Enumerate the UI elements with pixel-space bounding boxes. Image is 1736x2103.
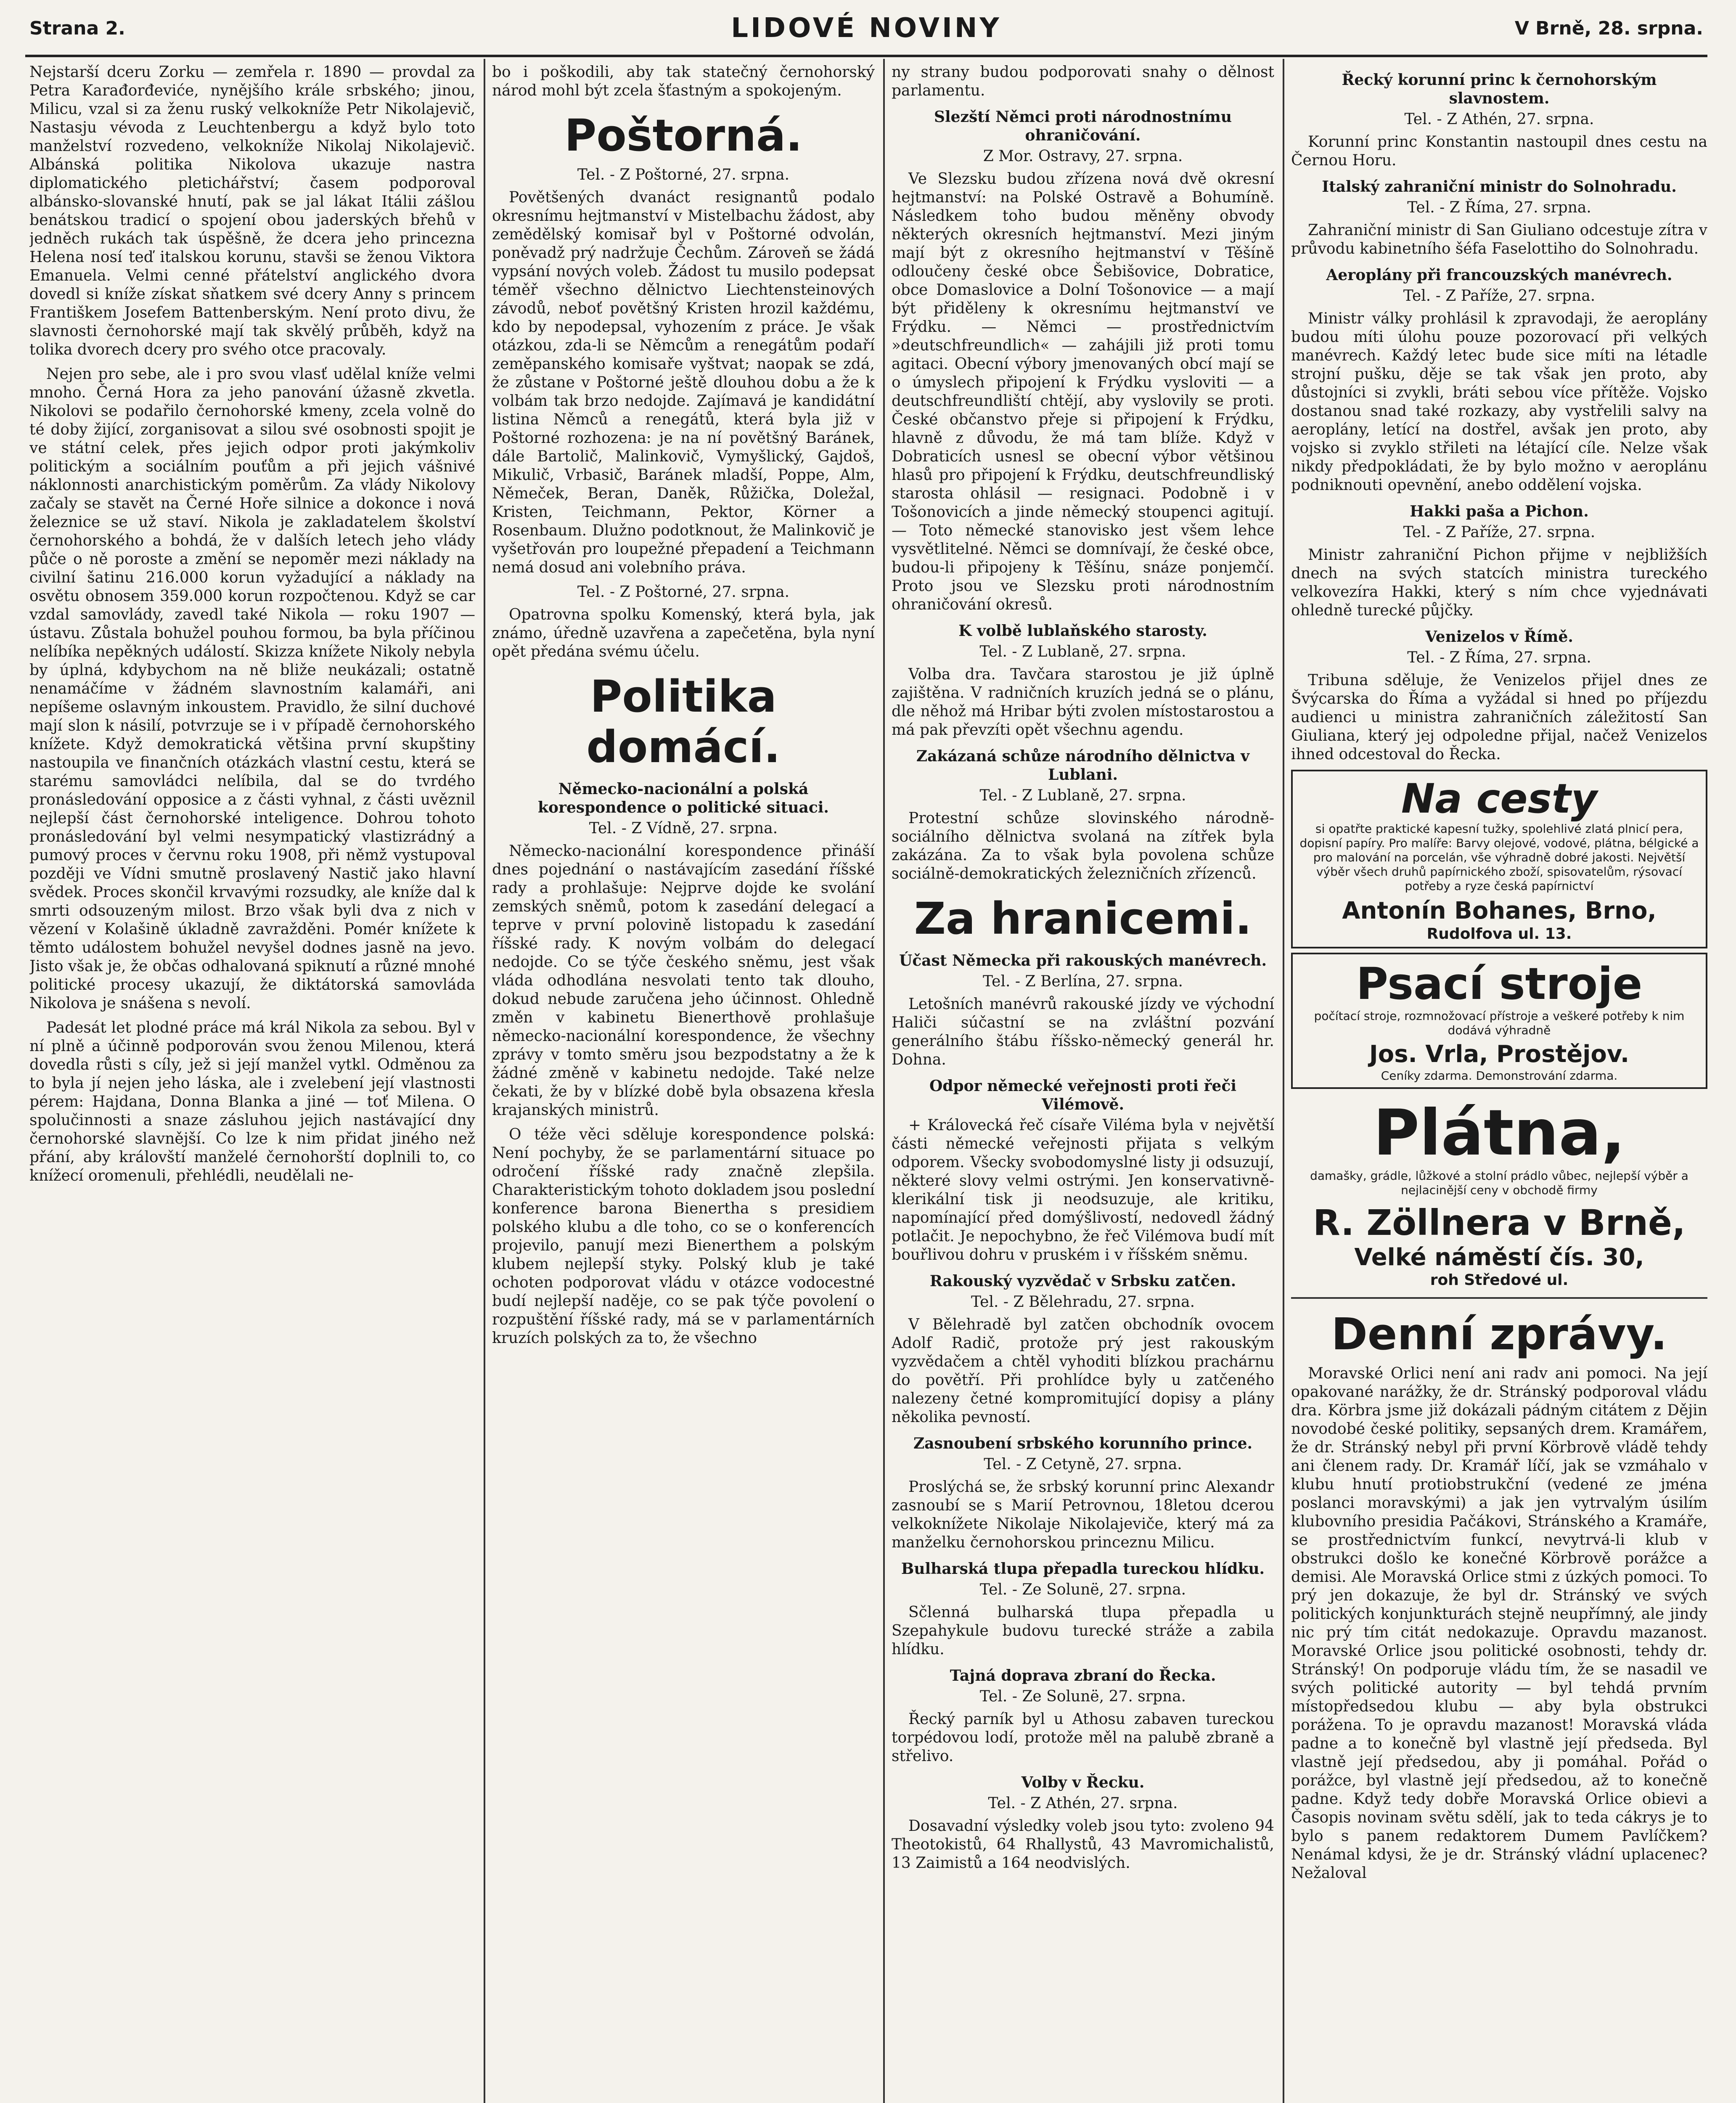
section-title-postorna: Poštorná. xyxy=(564,110,802,161)
article-paragraph: Nejen pro sebe, ale i pro svou vlasť udělal kníže velmi mnoho. Černá Hora za jeho panování úžasně zkvetla. Nikolovi se podařilo černohorské kmeny, zcela volně do té doby žijící, zorganisovat a silou své osobnosti spojit je ve státní celek, přes jejich odpor proti jakýmkoliv politickým a sociálním pouťům a při jejich vášnivé náklonnosti anarchistickým poměrům. Za vlády Nikolovy začaly se stavět na Černé Hoře silnice a dokonce i nová železnice se už staví. Nikola je zakladatelem školství černohorského a bohdá, že v dalších letech jeho vlády půče o ně poroste a změní se nepoměr mezi náklady na civilní šatinu 216.000 korun vyžadující a náklady na osvětu obnosem 359.000 korun rozpočtenou. Když se car vzdal samovlády, zavedl také Nikola — roku 1907 — ústavu. Zůstala bohužel pouhou formou, ba byla příčinou nelíbíka nepěkných událostí. Skizza knížete Nikoly nebyla by úplná, kdybychom na ně bliže neukázali; ostatně nenamáčíme v žádném slavnostním kalamáři, ani nepíšeme oslavným inkoustem. Pravidlo, že silní duchové mají slon k násilí, potvrzuje se i v případě černohorského knížete. Když demokratická většina první skupštiny nastoupila ve finančních otázkách vlastní cestu, která se starému samovládci nelíbila, dal se do tvrdého pronásledování opposice a z části vyhnal, z části uvěznil nejlepší část černohorské inteligence. Dohrou tohoto pronásledování byl velmi nesympatický vlastizrádný a pumový proces v červnu roku 1908, při němž vystupoval později ve Vídni smutně proslavený Nastič jako hlavní svědek. Proces skončil krvavými rozsudky, ale kníže dal k smrti odsouzeným milost. Brzo však byli dva z nich v vězení v Kolašině úkladně zavražděni. Pomér knížete k těmto událostem bohužel nevyšel dodnes jasně na jevo. Jisto však je, že občas odhalovaná spiknutí a různé mnohé politické procesy ukazují, že diktátorská samovláda Nikolova je snášena s nevolí. xyxy=(29,366,475,1012)
dateline-tel: Tel. - Z Poštorné, 27. srpna. xyxy=(577,166,790,183)
article-headline: Venizelos v Římě. xyxy=(1425,628,1573,646)
column-1 xyxy=(29,63,475,2103)
article-paragraph: Protestní schůze slovinského národně-sociálního dělnictva svolaná na zítřek byla zakázána. Za to však byla povolena schůze sociálně-demokratických železničních zřízenců. xyxy=(892,810,1274,882)
ad-address: Rudolfova ul. 13. xyxy=(1426,925,1572,943)
masthead-title: LIDOVÉ NOVINY xyxy=(731,13,1002,44)
column-divider xyxy=(484,59,485,2103)
article-paragraph: Dosavadní výsledky voleb jsou tyto: zvoleno 94 Theotokistů, 64 Rhallystů, 43 Mavromichalistů, 13 Zaimistů a 164 neodvislých. xyxy=(892,1817,1274,1872)
article-paragraph: O téže věci sděluje korespondence polská: Není pochyby, že se parlamentární situace po odročení říšské rady značně zlepšila. Charakteristickým tohoto dokladem jsou poslední konference barona Bienertha s presidiem polského klubu a dle toho, co se o konferencích projevilo, panují mezi Bienerthem a polským klubem nejlepší styky. Polský klub je také ochoten podporovat vládu v otázce vodocestné budí nejlepší naděje, co se pak týče povolení o rozpuštění říšské rady, má se v parlamentárních kruzích polských za to, že všechno xyxy=(492,1126,875,1347)
dateline-tel: Tel. - Z Athén, 27. srpna. xyxy=(1404,111,1594,128)
column-2 xyxy=(492,63,875,2103)
article-headline: Rakouský vyzvědač v Srbsku zatčen. xyxy=(929,1272,1236,1290)
article-headline: Volby v Řecku. xyxy=(1021,1774,1145,1791)
dateline: V Brně, 28. srpna. xyxy=(1514,18,1703,39)
article-headline: Bulharská tlupa přepadla tureckou hlídku. xyxy=(901,1560,1265,1578)
ad-text: počítací stroje, rozmnožovací přístroje a veškeré potřeby k nim dodává výhradně xyxy=(1314,1009,1685,1037)
ad-address: Velké náměstí čís. 30, xyxy=(1354,1244,1644,1271)
dateline-tel: Z Mor. Ostravy, 27. srpna. xyxy=(983,148,1183,165)
dateline-tel: Tel. - Z Paříže, 27. srpna. xyxy=(1403,287,1596,305)
dateline-tel: Tel. - Z Říma, 27. srpna. xyxy=(1407,649,1591,666)
article-paragraph: Německo-nacionální korespondence přináší dnes pojednání o nastávajícím zasedání říšské rady a prohlašuje: Nejprve dojde ke svolání zemských sněmů, potom k zasedání delegací a teprve v první polovině listopadu k zasedání říšské rady. K novým volbám do delegací nedojde. Co se týče českého sněmu, jest však vláda odhodlána nesvolati tento tak dlouho, dokud nebude zaručena jeho účinnost. Ohledně změn v kabinetu Bienerthově prohlašuje německo-nacionální korespondence, že všechny zprávy v tomto směru jsou bezpodstatny a že k žádné změně v kabinetu nedojde. Také nelze čekati, že by v blízké době byla obsazena křesla krajanských ministrů. xyxy=(492,842,875,1119)
dateline-tel: Tel. - Z Poštorné, 27. srpna. xyxy=(577,583,790,601)
column-divider xyxy=(1283,59,1284,2103)
ad-advertiser-name: R. Zöllnera v Brně, xyxy=(1313,1202,1686,1243)
article-headline: Tajná doprava zbraní do Řecka. xyxy=(950,1667,1216,1685)
article-headline: Italský zahraniční ministr do Solnohradu. xyxy=(1322,178,1677,196)
article-paragraph: Řecký parník byl u Athosu zabaven tureckou torpédovou lodí, protože měl na palubě zbraně a střelivo. xyxy=(892,1711,1274,1765)
ad-text: si opatřte praktické kapesní tužky, spolehlivé zlatá plnicí pera, dopisní papíry. Pro malíře: Barvy olejové, vodové, plátna, bélgické a pro malování na porcelán, vše výhradně dobré jakosti. Největší výběr všech druhů papírnického zboží, spisovatelům, rýsovací potřeby a ryze česká papírnictví xyxy=(1299,822,1699,893)
ad-advertiser-name: Antonín Bohanes, Brno, xyxy=(1342,897,1657,924)
article-paragraph: + Královecká řeč císaře Viléma byla v největší části německé veřejnosti přijata s velkým odporem. Všecky svobodomyslné listy ji odsuzují, některé slovy velmi ostrými. Jen konservativně-klerikální tisk ji neodsuzuje, ale kritiku, napomínající před domýšlivostí, nedovedl žádný potlačit. Je nepochybno, že řeč Vilémova budí mít bouřlivou dohru v pruském i v říšském sněmu. xyxy=(892,1117,1274,1263)
article-paragraph: Ministr války prohlásil k zpravodaji, že aeroplány budou míti úlohu pouze pozorovací při velkých manévrech. Každý letec bude sice míti na létadle strojní pušku, děje se tak však jen proto, aby důstojníci si zvykli, bráti sebou více přítěže. Vojsko dostanou snad také rozkazy, aby vystřelili salvy na aeroplány, letící na dostřel, avšak jen proto, aby vojsko si zvyklo střileti na létající cíle. Nelze však nikdy předpokládati, že by bylo možno v aeroplánu podniknouti opevnění, anebo oddělení vojska. xyxy=(1291,310,1707,494)
column-3 xyxy=(892,63,1274,2103)
section-title-za-hranicemi: Za hranicemi. xyxy=(914,893,1252,944)
dateline-tel: Tel. - Z Říma, 27. srpna. xyxy=(1407,199,1591,216)
article-headline: Účast Německa při rakouských manévrech. xyxy=(899,952,1267,969)
ad-advertiser-name: Jos. Vrla, Prostějov. xyxy=(1369,1041,1630,1068)
section-title-politika-domaci: Politika domácí. xyxy=(586,671,781,773)
article-paragraph: Ve Slezsku budou zřízena nová dvě okresní hejtmanství: na Polské Ostravě a Bohumíně. Následkem toho budou měněny obvody některých okresních hejtmanství. Mezi jiným mají být z okresního hejtmanství v Těšíně odloučeny české obce Šebišovice, Dobratice, obce Domaslovice a Dolní Tošonovice — a mají být přiděleny k okresnímu hejtmanství ve Frýdku. — Němci — prostřednictvím »deutschfreundlich« — zahájili již proti tomu agitaci. Obecní výbory jmenovaných obcí mají se o úmyslech připojení k Frýdku vysloviti — a deutschfreundliští chtějí, aby vyslovily se proti. České občanstvo přeje si připojení k Frýdku, hlavně z důvodu, že má tam blíže. Když v Dobraticích usnesl se obecní výbor většinou hlasů pro připojení k Frýdku, deutschfreundliský starosta ohlásil — resignaci. Podobně i v Tošonovicích a jinde německý stoupenci agitují. — Toto německé stanovisko jest všem lehce vysvětlitelné. Němci se domnívají, že české obce, budou-li připojeny k Těšínu, snáze ponjemčí. Proto jsou ve Slezsku proti národnostním ohraničování okresů. xyxy=(892,170,1274,613)
ad-text: damašky, grádle, lůžkové a stolní prádlo vůbec, nejlepší výběr a nejlacinější ceny v obchodě firmy xyxy=(1310,1169,1688,1197)
page-number: Strana 2. xyxy=(29,18,125,39)
dateline-tel: Tel. - Z Lublaně, 27. srpna. xyxy=(979,787,1186,804)
dateline-tel: Tel. - Z Athén, 27. srpna. xyxy=(988,1795,1178,1812)
article-paragraph: Opatrovna spolku Komenský, která byla, jak známo, úředně uzavřena a zapečetěna, byla nyní opět předána svému účelu. xyxy=(492,606,875,660)
ad-address-detail: roh Středové ul. xyxy=(1430,1271,1569,1289)
article-headline: Odpor německé veřejnosti proti řeči Vilémově. xyxy=(929,1077,1237,1113)
article-paragraph: Proslýchá se, že srbský korunní princ Alexandr zasnoubí se s Marií Petrovnou, 18letou dcerou velkoknížete Nikolaje Nikolajeviče, který má za manželku černohorskou princeznu Milicu. xyxy=(892,1478,1274,1551)
ad-headline: Na cesty xyxy=(1401,775,1598,822)
article-paragraph: Ministr zahraniční Pichon přijme v nejbližších dnech na svých statcích ministra tureckého velkovezíra Hakki, který s ním chce vyjednávati ohledně turecké půjčky. xyxy=(1291,546,1707,619)
article-headline: Aeroplány při francouzských manévrech. xyxy=(1326,266,1672,284)
ad-headline: Plátna, xyxy=(1373,1097,1625,1170)
section-divider xyxy=(1291,1297,1707,1299)
dateline-tel: Tel. - Z Paříže, 27. srpna. xyxy=(1403,524,1596,541)
dateline-tel: Tel. - Ze Solunë, 27. srpna. xyxy=(979,1688,1186,1705)
advertisement-psaci-stroje xyxy=(1291,953,1707,1089)
article-paragraph: Povětšených dvanáct resignantů podalo okresnímu hejtmanství v Mistelbachu žádost, aby zemědělský komisař byl v Poštorné odvolán, poněvadž prý nadržuje Čechům. Zároveň se žádá vypsání nových voleb. Žádost tu musilo podepsat téměř všechno dělnictvo Liechtensteinových závodů, neboť povětšný Kristen hrozil každému, kdo by nepodepsal, vyhozením z práce. Je však otázkou, zda-li se Němcům a renegátům podaří zeměpanského komisaře vyštvat; naopak se zdá, že zůstane v Poštorné ještě dlouhou dobu a že k volbám tak brzo nedojde. Zajímavá je kandidátní listina Němců a renegátů, která byla již v Poštorné rozhozena: je na ní povětšný Baránek, dále Bartolič, Malinkovič, Vymyšlický, Gajdoš, Mikulič, Vrbasič, Baránek mladší, Poppe, Alm, Němeček, Beran, Daněk, Růžička, Doležal, Kristen, Teichmann, Pektor, Körner a Rosenbaum. Dlužno podotknout, že Malinkovič je vyšetřován pro loupežné přepadení a Teichmann nemá dosud ani volebního práva. xyxy=(492,189,875,576)
dateline-tel: Tel. - Z Berlína, 27. srpna. xyxy=(982,973,1183,990)
article-paragraph: Sčlenná bulharská tlupa přepadla u Szepahykule budovu turecké stráže a zabila hlídku. xyxy=(892,1604,1274,1658)
dateline-tel: Tel. - Z Vídně, 27. srpna. xyxy=(589,820,778,837)
article-headline: Německo-nacionální a polská korespondence o politické situaci. xyxy=(538,780,829,816)
section-title-denni-zpravy: Denní zprávy. xyxy=(1331,1308,1667,1360)
article-paragraph: ny strany budou podporovati snahy o dělnost parlamentu. xyxy=(892,64,1274,99)
article-paragraph: Tribuna sděluje, že Venizelos přijel dnes ze Švýcarska do Říma a vyžádal si hned po příjezdu audienci u ministra zahraničních záležitostí San Giuliana, který jej odpoledne přijal, načež Venizelos ihned odcestoval do Řecka. xyxy=(1291,672,1707,763)
article-headline: Zakázaná schůze národního dělnictva v Lublani. xyxy=(916,747,1250,784)
dateline-tel: Tel. - Z Cetyně, 27. srpna. xyxy=(984,1456,1182,1473)
article-paragraph: Korunní princ Konstantin nastoupil dnes cestu na Černou Horu. xyxy=(1291,133,1707,169)
article-headline: Hakki paša a Pichon. xyxy=(1410,503,1589,520)
article-headline: Řecký korunní princ k černohorským slavnostem. xyxy=(1342,71,1657,107)
dateline-tel: Tel. - Z Bělehradu, 27. srpna. xyxy=(971,1293,1195,1311)
article-headline: Zasnoubení srbského korunního prince. xyxy=(913,1435,1253,1452)
article-paragraph: V Bělehradě byl zatčen obchodník ovocem Adolf Radič, protože prý jest rakouským vyzvědačem a chtěl vyhoditi blízkou prachárnu do povětří. Při prohlídce byly u zatčeného nalezeny četné kompromitující dopisy a plány několika pevností. xyxy=(892,1316,1274,1426)
advertisement-na-cesty xyxy=(1291,770,1707,948)
article-paragraph: Padesát let plodné práce má král Nikola za sebou. Byl v ní plně a účinně podporován svou ženou Milenou, která dovedla růsti s cíly, jež si její manžel vytkl. Odměnou za to byla jí nejen jeho láska, ale i zvelebení její vlastnosti pérem: Hajdana, Donna Blanka a jiné — toť Milena. O spolučinnosti a snaze zásluhou jejich nastávající dny černohorské slavnější. Co lze k nim přidat jiného než přání, aby královští manželé černohorští doplnili to, co knížecí oromenuli, přehlédli, neudělali ne- xyxy=(29,1019,475,1184)
advertisement-platna xyxy=(1291,1093,1707,1293)
column-4 xyxy=(1291,63,1707,2103)
article-paragraph: Letošních manévrů rakouské jízdy ve východní Haliči súčastní se na zvláštní pozvání generálního štábu říšsko-německý generál hr. Dohna. xyxy=(892,996,1274,1068)
page-header xyxy=(25,8,1707,57)
dateline-tel: Tel. - Z Lublaně, 27. srpna. xyxy=(979,643,1186,660)
article-headline: K volbě lublaňského starosty. xyxy=(958,622,1207,640)
column-divider xyxy=(883,59,885,2103)
article-paragraph: Nejstarší dceru Zorku — zemřela r. 1890 — provdal za Petra Karađorđeviće, nynějšího krále srbského; jinou, Milicu, vzal si za ženu ruský velkokníže Petr Nikolajevič, Nastasju vévoda z Leuchtenbergu a když bylo toto manželství rozvedeno, velkokníže Nikolaj Nikolajevič. Albánská politika Nikolova ukazuje nastra diplomatického pletichářství; časem podporoval albánsko-slovanské hnutí, pak se jal lákat Itálii zášlou benátskou tradicí o spojení obou jaderských břehů v jedněch rukách tak úspěšně, že dcera jeho princezna Helena nosí teď italskou korunu, stavši se ženou Viktora Emanuela. Velmi cenné přátelství anglického dvora dovedl si kníže získat sňatkem své dcery Anny s princem Františkem Josefem Battenberským. Není proto divu, že slavnosti černohorské mají tak skvělý průběh, když na tolika dvorech dcery pro svého otce pracovaly. xyxy=(29,64,475,358)
ad-note: Ceníky zdarma. Demonstrování zdarma. xyxy=(1381,1069,1618,1083)
ad-headline: Psací stroje xyxy=(1356,958,1643,1009)
article-headline: Slezští Němci proti národnostnímu ohraničování. xyxy=(934,108,1232,144)
dateline-tel: Tel. - Ze Solunë, 27. srpna. xyxy=(979,1581,1186,1598)
article-paragraph: Volba dra. Tavčara starostou je již úplně zajištěna. V radničních kruzích jedná se o plánu, dle něhož má Hribar býti zvolen místostarostou a má pak převzíti opět všechnu agendu. xyxy=(892,666,1274,739)
article-paragraph: Zahraniční ministr di San Giuliano odcestuje zítra v průvodu kabinetního šéfa Faselottiho do Solnohradu. xyxy=(1291,222,1707,257)
article-paragraph: bo i poškodili, aby tak statečný černohorský národ mohl být zcela šťastným a spokojeným. xyxy=(492,64,875,99)
article-paragraph: Moravské Orlici není ani radv ani pomoci. Na její opakované narážky, že dr. Stránský podporoval vládu dra. Körbra jsme již dokázali pádným citátem z Dějin novodobé české politiky, sepsaných drem. Kramářem, že dr. Stránský nebyl při první Körbrově vládě tehdy ani členem rady. Dr. Kramář líčí, jak se vzmáhalo v klubu hnutí protiobstrukční (vedené ze jména poslanci moravskými) a jak jen vytrvalým úsilím klubovního presidia Pačákovi, Stránského a Kramáře, se prostřednictvím funkcí, nevytrvá-li klub v obstrukci došlo ke konečné Körbrově porážce a demisi. Ale Moravská Orlice stmi z úzkých pomoci. To prý jen dokazuje, že byl dr. Stránský ve svých politických konjunkturách stejně neupřímný, ale jindy nic prý tím citát nedokazuje. Opravdu mazanost. Moravské Orlice jsou politické osobnosti, tehdy dr. Stránský! On podporuje vládu tím, že se nasadil ve svých politické autority — byl tehdá prvním místopředsedou klubu — aby byla obstrukci porážena. To je opravdu mazanost! Moravská vláda padne a to konečně byl vlastně její předseda. Byl vlastně její předsedou, aby ji pomáhal. Pořád o porážce, byl vlastně její předsedou, až to konečně padne. Když tedy dobře Moravská Orlice obievi a Časopis novinam světu sdělí, jak to teda cákrys je to bylo s panem redaktorem Dumem Pavlíčkem? Nenámal kdysi, že je dr. Stránský vládní uplacenec? Nežaloval xyxy=(1291,1365,1707,1882)
